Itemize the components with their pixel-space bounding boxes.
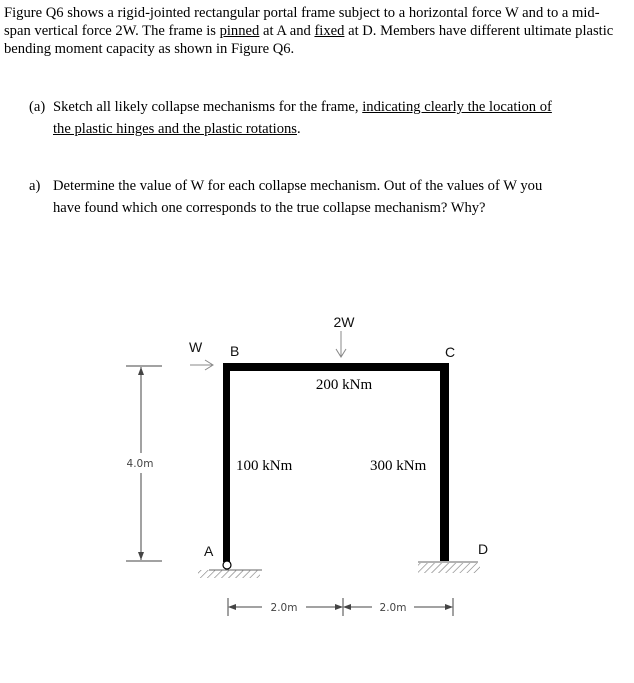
intro-text-1: Figure Q6 shows a rigid-jointed rectangular portal frame subject to a horizontal force W and to a mid-span vertical force 2W. The frame is [4,5,600,39]
node-c-label: C [445,344,456,360]
fixed-support-d [418,562,480,573]
load-w-label: W [189,339,203,355]
question-a-end: . [296,121,301,137]
left-column-moment-label: 100 kNm [236,458,293,474]
node-a-label: A [204,543,214,559]
span-dimension [228,598,453,616]
question-b-line-2: have found which one corresponds to the true collapse mechanism? Why? [53,200,486,216]
beam-moment-label: 200 kNm [315,377,373,393]
right-span-label: 2.0m [379,602,407,614]
question-a-underline-2: the plastic hinges and the plastic rotations [53,121,297,137]
height-dimension-label: 4.0m [126,458,154,470]
node-b-label: B [230,343,240,359]
left-span-label: 2.0m [270,602,298,614]
load-2w-label: 2W [333,314,355,330]
node-d-label: D [478,541,489,557]
right-column-moment-label: 300 kNm [370,458,427,474]
intro-text-2: at A and [259,23,315,39]
horizontal-load-arrow [190,360,213,370]
question-b-line-1: Determine the value of W for each collapse mechanism. Out of the values of W you [53,178,543,194]
column-cd [440,363,449,561]
question-a-label: (a) [29,99,46,115]
beam-bc [223,363,448,371]
intro-text-3: at D. Members have different ultimate plastic bending moment capacity as shown in Figure Q6. [4,23,614,57]
question-b-label: a) [29,178,41,194]
pinned-support-a [198,561,262,578]
pinned-word: pinned [219,23,260,39]
vertical-load-arrow [336,331,346,357]
column-ab [223,363,230,562]
question-a-underline-1: indicating clearly the location of [362,99,552,115]
fixed-word: fixed [314,23,345,39]
question-a-text: Sketch all likely collapse mechanisms for the frame, [53,99,363,115]
